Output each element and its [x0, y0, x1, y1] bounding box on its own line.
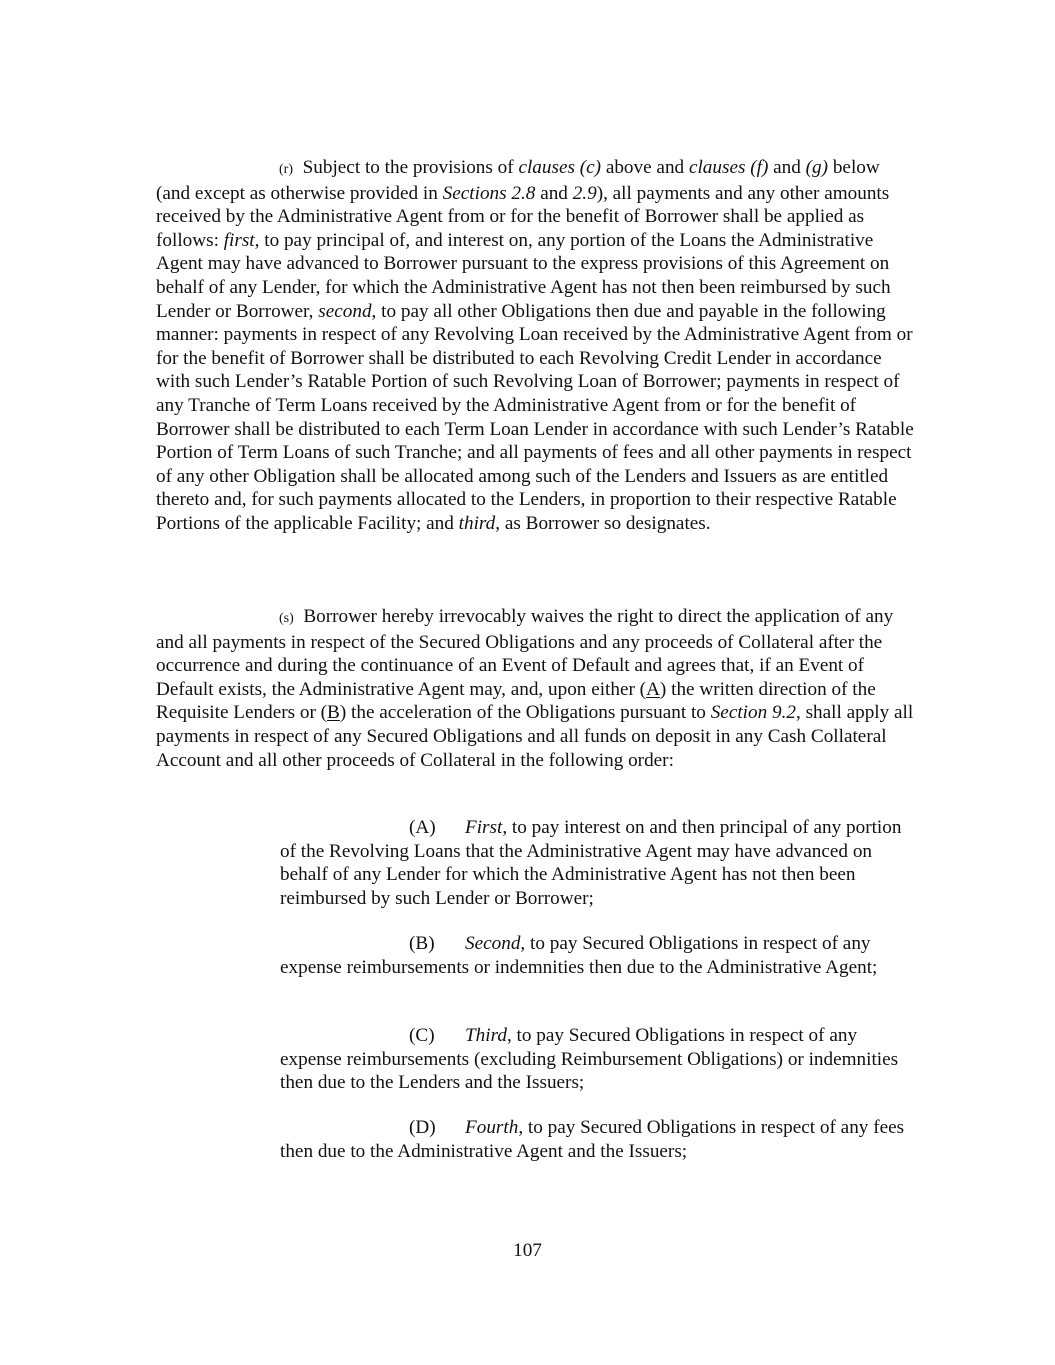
clause-b-label: (B) [409, 933, 435, 954]
clause-d-label: (D) [409, 1117, 436, 1138]
clause-c-label: (C) [409, 1025, 435, 1046]
page-number: 107 [513, 1240, 542, 1261]
clause-d: (D) Fourth, to pay Secured Obligations in respect of any fees then due to the Administrative Agent and the Issuers; [280, 1117, 905, 1162]
paragraph-r: (r) Subject to the provisions of clauses (c) above and clauses (f) and (g) below (and except as otherwise provided in Sections 2.8 and 2.9), all payments and any other amounts received by the Administrative Agent from or for the benefit of Borrower shall be applied as follows: first, to pay principal of, and interest on, any portion of the Loans the Administrative Agent may have advanced to Borrower pursuant to the express provisions of this Agreement on behalf of any Lender, for which the Administrative Agent has not then been reimbursed by such Lender or Borrower, second, to pay all other Obligations then due and payable in the following manner: payments in respect of any Revolving Loan received by the Administrative Agent from or for the benefit of Borrower shall be distributed to each Revolving Credit Lender in accordance with such Lender’s Ratable Portion of such Revolving Loan of Borrower; payments in respect of any Tranche of Term Loans received by the Administrative Agent from or for the benefit of Borrower shall be distributed to each Term Loan Lender in accordance with such Lender’s Ratable Portion of Term Loans of such Tranche; and all payments of fees and all other payments in respect of any other Obligation shall be allocated among such of the Lenders and Issuers as are entitled thereto and, for such payments allocated to the Lenders, in proportion to their respective Ratable Portions of the applicable Facility; and third, as Borrower so designates. [156, 157, 914, 534]
clause-a: (A) First, to pay interest on and then principal of any portion of the Revolving Loans that the Administrative Agent may have advanced on behalf of any Lender for which the Administrative Agent has not then been reimbursed by such Lender or Borrower; [280, 817, 902, 909]
paragraph-s-label: (s) [279, 611, 294, 626]
clause-b: (B) Second, to pay Secured Obligations in respect of any expense reimbursements or indemnities then due to the Administrative Agent; [280, 933, 878, 978]
clause-a-label: (A) [409, 817, 436, 838]
paragraph-s: (s) Borrower hereby irrevocably waives the right to direct the application of any and all payments in respect of the Secured Obligations and any proceeds of Collateral after the occurrence and during the continuance of an Event of Default and agrees that, if an Event of Default exists, the Administrative Agent may, and, upon either (A) the written direction of the Requisite Lenders or (B) the acceleration of the Obligations pursuant to Section 9.2, shall apply all payments in respect of any Secured Obligations and all funds on deposit in any Cash Collateral Account and all other proceeds of Collateral in the following order: [156, 606, 914, 771]
paragraph-r-label: (r) [279, 162, 293, 177]
clause-c: (C) Third, to pay Secured Obligations in respect of any expense reimbursements (excluding Reimbursement Obligations) or indemnities then due to the Lenders and the Issuers; [280, 1025, 899, 1094]
